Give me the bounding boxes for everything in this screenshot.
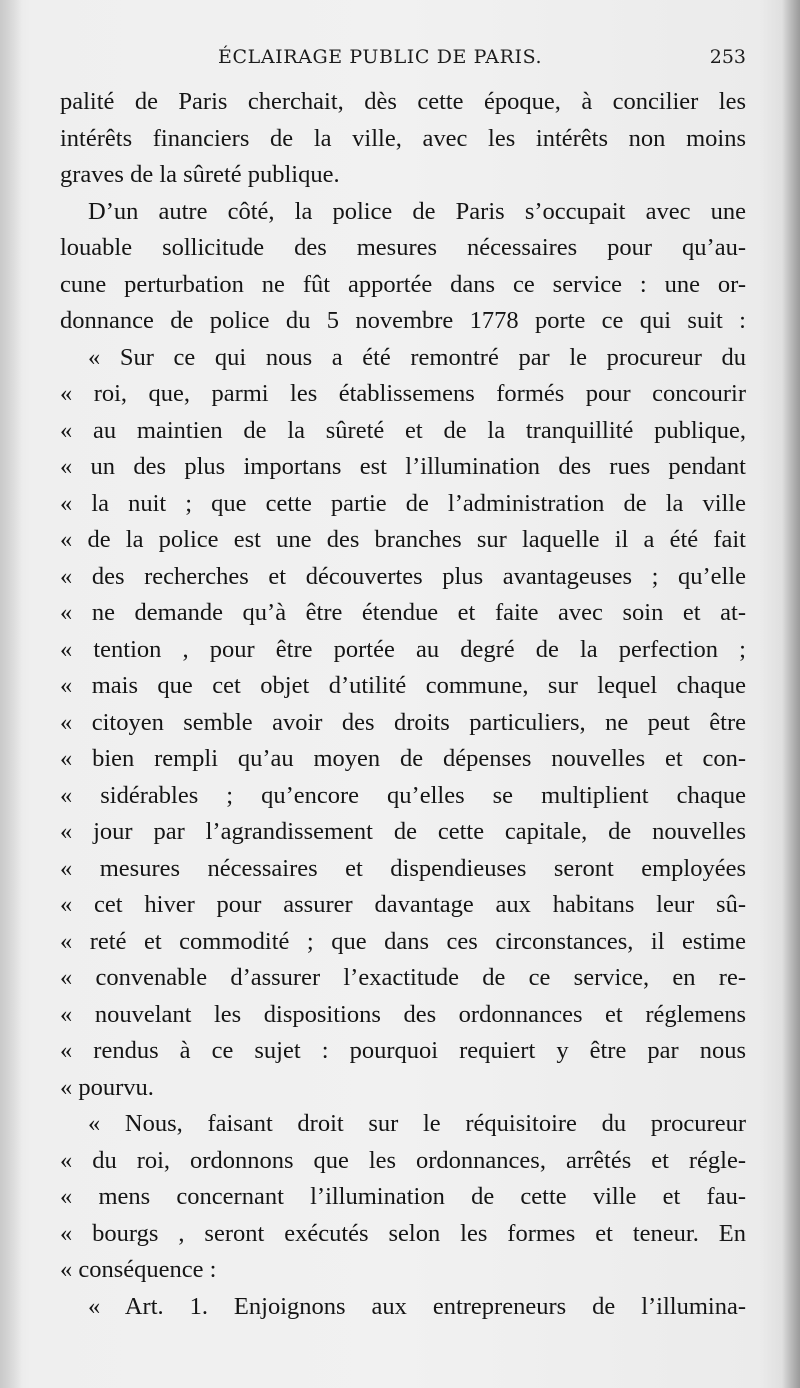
text-line: « Sur ce qui nous a été remontré par le procureur du bbox=[88, 343, 746, 371]
text-line: « conséquence : bbox=[60, 1256, 217, 1283]
text-line: « Nous, faisant droit sur le réquisitoire du procureur bbox=[88, 1110, 746, 1137]
text-line: louable sollicitude des mesures nécessaires pour qu’au- bbox=[60, 234, 746, 261]
text-line: « tention , pour être portée au degré de la perfection ; bbox=[60, 635, 746, 663]
text-line: palité de Paris cherchait, dès cette époque, à concilier les bbox=[60, 88, 746, 115]
text-line: « jour par l’agrandissement de cette capitale, de nouvelles bbox=[60, 818, 746, 845]
text-line: « Art. 1. Enjoignons aux entrepreneurs de l’illumina- bbox=[88, 1292, 746, 1320]
text-line: intérêts financiers de la ville, avec les intérêts non moins bbox=[60, 124, 746, 152]
text-line: cune perturbation ne fût apportée dans ce service : une or- bbox=[60, 270, 746, 298]
text-line: « la nuit ; que cette partie de l’administration de la ville bbox=[60, 489, 746, 517]
text-line: « au maintien de la sûreté et de la tranquillité publique, bbox=[60, 416, 746, 444]
text-line: « convenable d’assurer l’exactitude de ce service, en re- bbox=[60, 964, 746, 991]
text-line: « bien rempli qu’au moyen de dépenses nouvelles et con- bbox=[60, 745, 746, 772]
text-line: « nouvelant les dispositions des ordonnances et réglemens bbox=[60, 1000, 746, 1028]
text-line: « mais que cet objet d’utilité commune, sur lequel chaque bbox=[60, 672, 746, 699]
body-text bbox=[60, 84, 746, 1325]
text-line: « sidérables ; qu’encore qu’elles se multiplient chaque bbox=[60, 781, 746, 809]
text-line: « reté et commodité ; que dans ces circonstances, il estime bbox=[60, 927, 746, 955]
text-line: « cet hiver pour assurer davantage aux habitans leur sû- bbox=[60, 891, 746, 918]
text-line: « du roi, ordonnons que les ordonnances, arrêtés et régle- bbox=[60, 1146, 746, 1174]
page-edge-shadow bbox=[782, 0, 800, 1388]
text-line: « un des plus importans est l’illumination des rues pendant bbox=[60, 453, 746, 480]
text-line: « citoyen semble avoir des droits particuliers, ne peut être bbox=[60, 708, 746, 736]
text-line: « mesures nécessaires et dispendieuses seront employées bbox=[60, 854, 746, 882]
running-head: ÉCLAIRAGE PUBLIC DE PARIS. bbox=[218, 46, 543, 68]
text-line: « mens concernant l’illumination de cette ville et fau- bbox=[60, 1183, 746, 1210]
page-gutter-shadow bbox=[0, 0, 22, 1388]
page-header bbox=[60, 46, 746, 76]
text-line: « des recherches et découvertes plus avantageuses ; qu’elle bbox=[60, 562, 746, 590]
text-line: « ne demande qu’à être étendue et faite avec soin et at- bbox=[60, 599, 746, 626]
text-line: « bourgs , seront exécutés selon les formes et teneur. En bbox=[60, 1219, 746, 1247]
text-line: D’un autre côté, la police de Paris s’occupait avec une bbox=[88, 197, 746, 225]
text-line: donnance de police du 5 novembre 1778 porte ce qui suit : bbox=[60, 307, 746, 334]
text-line: « pourvu. bbox=[60, 1073, 154, 1101]
page-number: 253 bbox=[709, 46, 746, 68]
text-line: « rendus à ce sujet : pourquoi requiert y être par nous bbox=[60, 1037, 746, 1064]
text-line: « de la police est une des branches sur laquelle il a été fait bbox=[60, 526, 746, 553]
text-line: graves de la sûreté publique. bbox=[60, 161, 340, 188]
text-line: « roi, que, parmi les établissemens formés pour concourir bbox=[60, 380, 746, 407]
